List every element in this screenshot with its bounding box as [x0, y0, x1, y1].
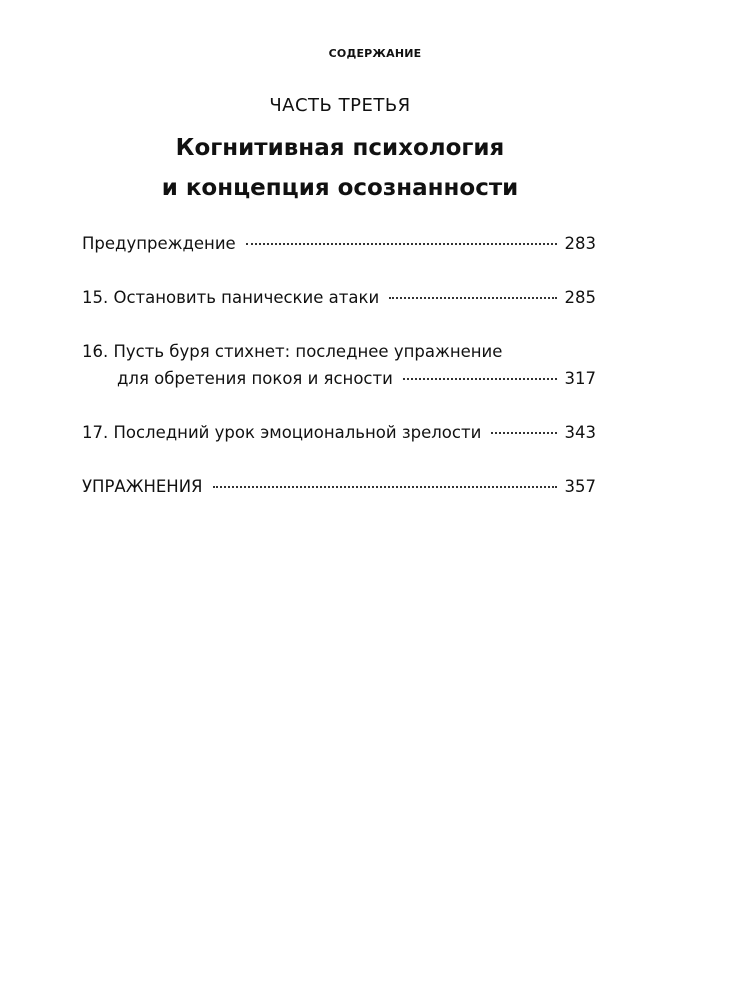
- toc-entry-preface: [82, 230, 596, 257]
- running-head: СОДЕРЖАНИЕ: [328, 47, 422, 60]
- toc-entry-title: 17. Последний урок эмоциональной зрелости: [82, 423, 482, 442]
- toc-entry-page: 317: [564, 369, 596, 388]
- table-of-contents: [82, 230, 596, 527]
- toc-entry-title: УПРАЖНЕНИЯ: [82, 477, 203, 496]
- toc-entry-chapter-15: [82, 284, 596, 311]
- dot-leader: [491, 432, 556, 434]
- toc-entry-page: 283: [564, 234, 596, 253]
- part-title: [0, 128, 680, 208]
- toc-entry-title-line-2: для обретения покоя и ясности: [117, 369, 393, 388]
- toc-entry-title-line-1: 16. Пусть буря стихнет: последнее упражнение: [82, 342, 503, 361]
- dot-leader: [389, 297, 556, 299]
- dot-leader: [403, 378, 557, 380]
- dot-leader: [213, 486, 557, 488]
- toc-entry-page: 285: [564, 288, 596, 307]
- toc-entry-title: 15. Остановить панические атаки: [82, 288, 380, 307]
- toc-entry-chapter-16: [82, 338, 596, 392]
- dot-leader: [246, 243, 557, 245]
- toc-entry-title: Предупреждение: [82, 234, 236, 253]
- part-label: ЧАСТЬ ТРЕТЬЯ: [269, 95, 411, 116]
- toc-entry-page: 357: [564, 477, 596, 496]
- toc-entry-page: 343: [564, 423, 596, 442]
- toc-entry-exercises: [82, 473, 596, 500]
- part-title-line-2: и концепция осознанности: [161, 175, 519, 201]
- part-title-line-1: Когнитивная психология: [175, 135, 505, 161]
- toc-entry-chapter-17: [82, 419, 596, 446]
